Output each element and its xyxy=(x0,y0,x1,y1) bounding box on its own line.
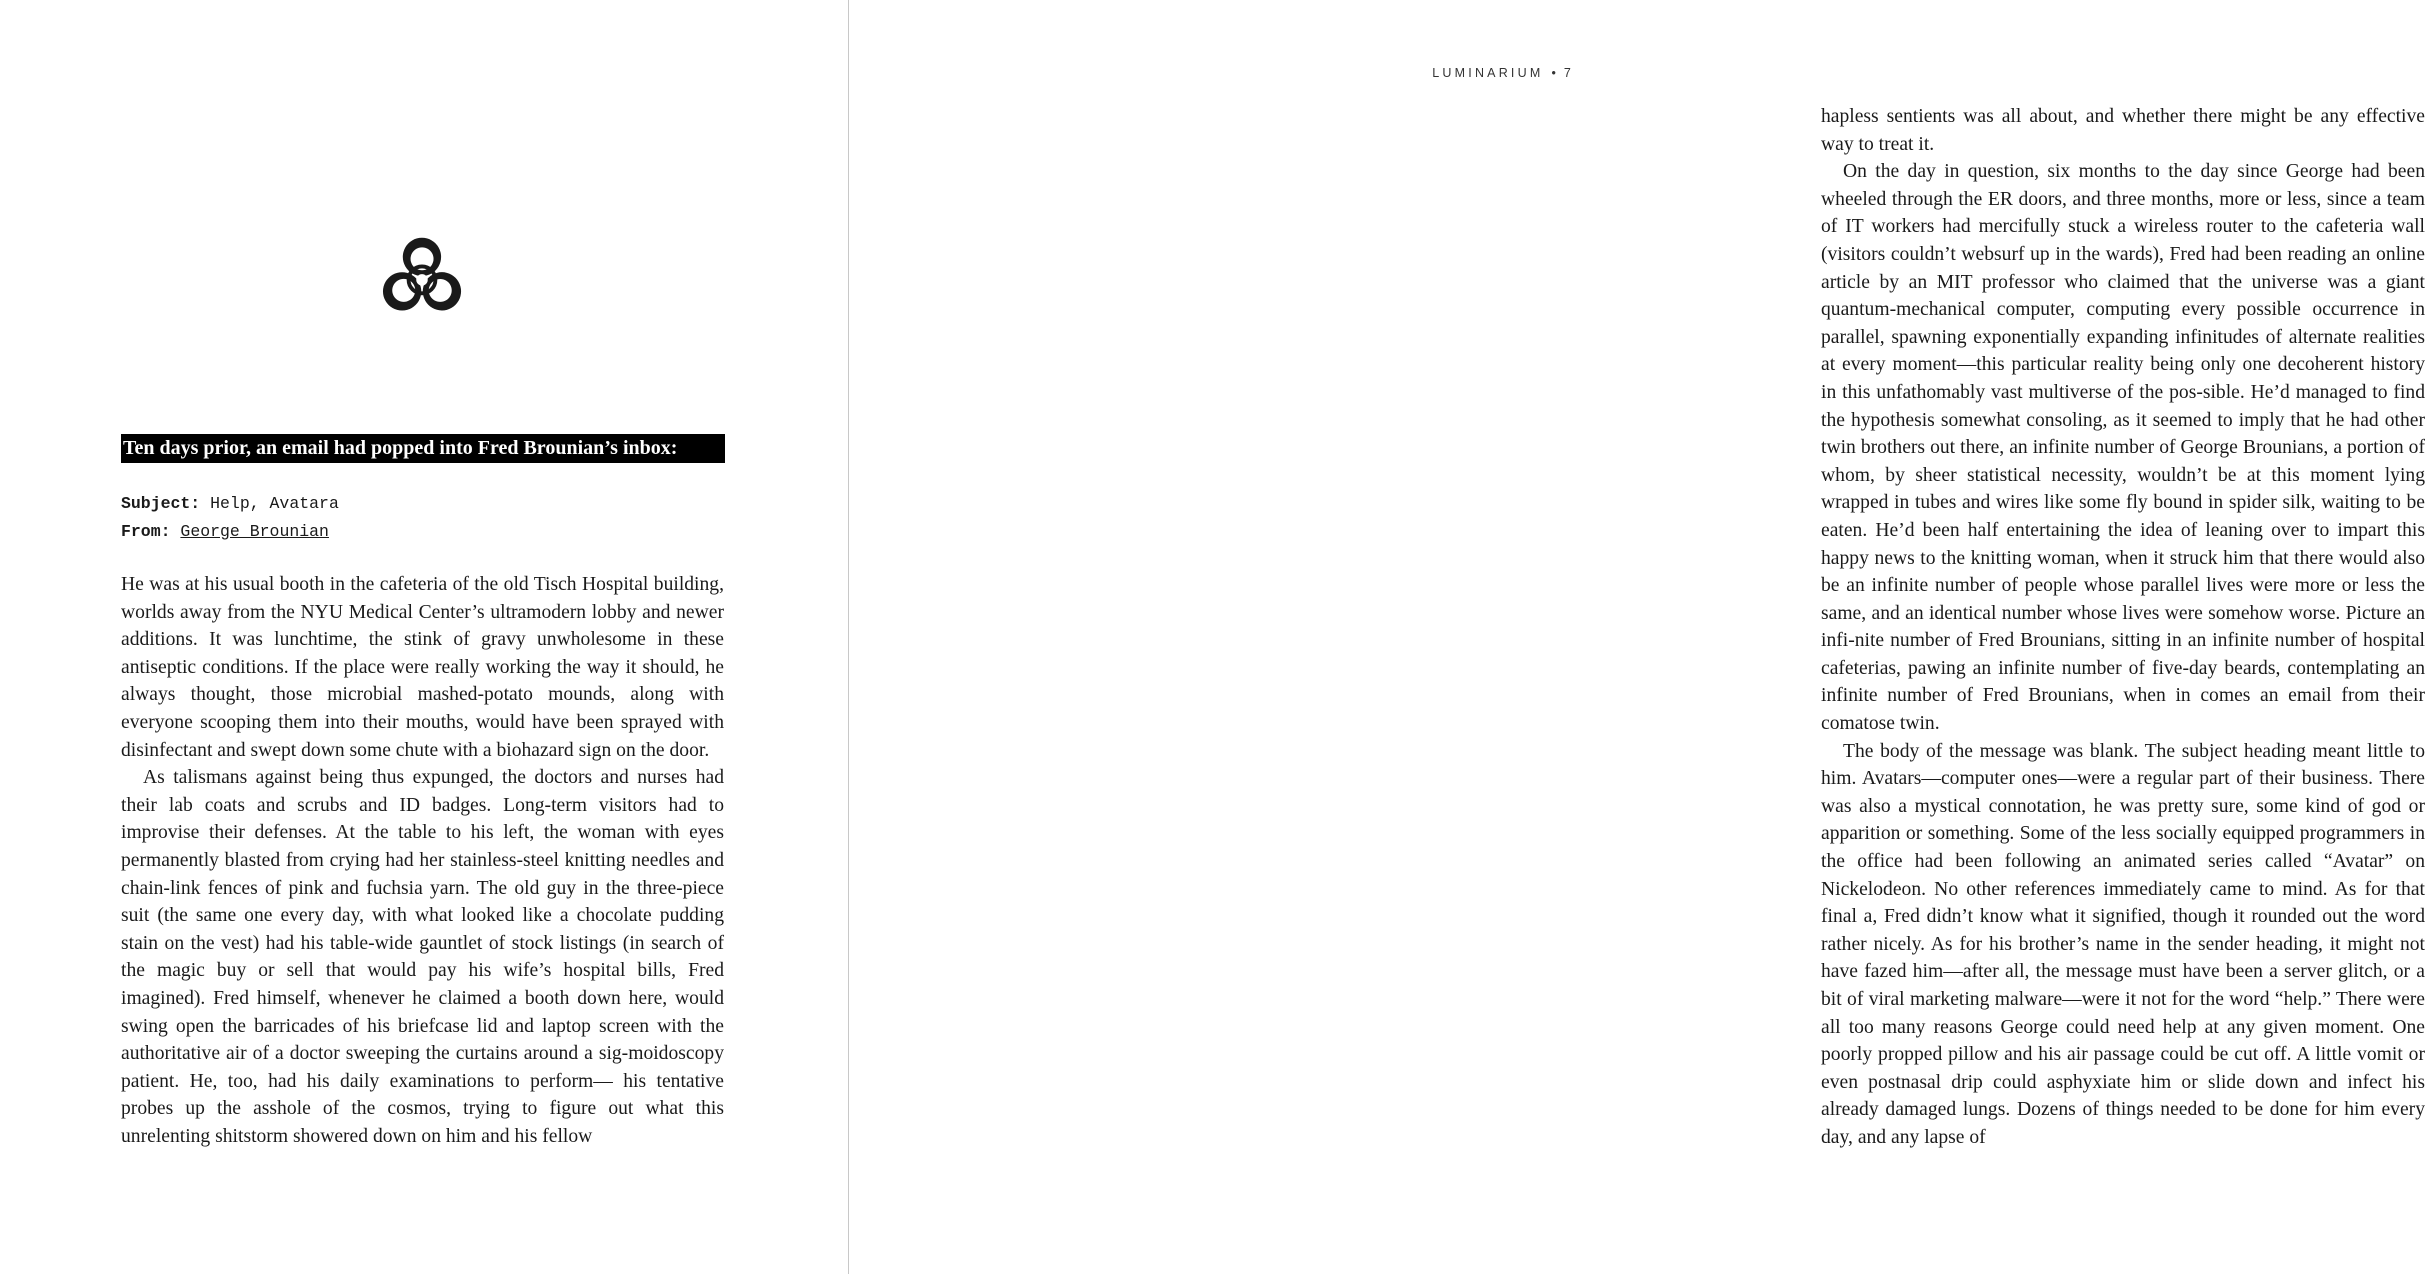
body-paragraph: He was at his usual booth in the cafeteria of the old Tisch Hospital building, worlds away from the NYU Medical Center’s ultramodern lobby and newer additions. It was lunchtime, the stink of gravy unwholesome in these antiseptic conditions. If the place were really working the way it should, he always thought, those microbial mashed-potato mounds, along with everyone scooping them into their mouths, would have been sprayed with disinfectant and swept down some chute with a biohazard sign on the door. xyxy=(121,574,724,761)
right-page xyxy=(850,0,2425,1274)
subject-label: Subject: xyxy=(121,494,201,513)
running-head-separator: • xyxy=(1551,66,1556,80)
from-label: From: xyxy=(121,521,171,541)
body-paragraph: hapless sentients was all about, and whether there might be any effective way to treat it. xyxy=(1821,106,2425,155)
body-paragraph: On the day in question, six months to the day since George had been wheeled through the ER doors, and three months, more or less, since a team of IT workers had mercifully stuck a wireless router to the cafeteria wall (visitors couldn’t websurf up in the wards), Fred had been reading an online article by an MIT professor who claimed that the universe was a giant quantum-mechanical computer, computing every possible occurrence in parallel, spawning exponentially expanding infinitudes of alternate realities at every moment—this particular reality being only one decoherent history in this unfathomably vast multiverse of the pos-sible. He’d managed to find the hypothesis somewhat consoling, as it seemed to imply that he had other twin brothers out there, an infinite number of George Brounians, a portion of whom, by sheer statistical necessity, wouldn’t be at this moment lying wrapped in tubes and wires like some fly bound in spider silk, waiting to be eaten. He’d been half entertaining the idea of leaning over to impart this happy news to the knitting woman, when it struck him that there would also be an infinite number of people whose parallel lives were more or less the same, and an identical number whose lives were somehow worse. Picture an infi-nite number of Fred Brounians, sitting in an infinite number of hospital cafeterias, pawing an infinite number of five-day beards, contemplating an infinite number of Fred Brounians, when in comes an email from their comatose twin. xyxy=(1821,161,2425,735)
page-number: 7 xyxy=(1563,66,1574,80)
email-header xyxy=(121,490,721,545)
page-gutter xyxy=(848,0,849,1274)
running-head-title: LUMINARIUM xyxy=(1432,66,1544,80)
body-paragraph: The body of the message was blank. The subject heading meant little to him. Avatars—computer ones—were a regular part of their business. There was also a mystical connotation, he was pretty sure, some kind of god or apparition or something. Some of the less socially equipped programmers in the office had been following an animated series called “Avatar” on Nickelodeon. No other references immediately came to mind. As for that final a, Fred didn’t know what it signified, though it rounded out the word rather nicely. As for his brother’s name in the sender heading, it might not have fazed him—after all, the message must have been a server glitch, or a bit of viral marketing malware—were it not for the word “help.” There were all too many reasons George could need help at any given moment. One poorly propped pillow and his air passage could be cut off. A little vomit or even postnasal drip could asphyxiate him or slide down and infect his already damaged lungs. Dozens of things needed to be done for him every day, and any lapse of xyxy=(1821,740,2425,1148)
from-value: George Brounian xyxy=(180,521,329,541)
email-from-line xyxy=(121,518,721,546)
email-subject-line xyxy=(121,490,721,518)
left-body-text xyxy=(121,571,724,1150)
subject-value: Help, Avatara xyxy=(210,494,339,513)
biohazard-icon xyxy=(374,232,470,322)
body-paragraph: As talismans against being thus expunged, the doctors and nurses had their lab coats and scrubs and ID badges. Long-term visitors had to improvise their defenses. At the table to his left, the woman with eyes permanently blasted from crying had her stainless-steel knitting needles and chain-link fences of pink and fuchsia yarn. The old guy in the three-piece suit (the same one every day, with what looked like a chocolate pudding stain on the vest) had his table-wide gauntlet of stock listings (in search of the magic buy or sell that would pay his wife’s hospital bills, Fred imagined). Fred himself, whenever he claimed a booth down here, would swing open the barricades of his briefcase lid and laptop screen with the authoritative air of a doctor sweeping the curtains around a sig-moidoscopy patient. He, too, had his daily examinations to perform— his tentative probes up the asshole of the cosmos, trying to figure out what this unrelenting shitstorm showered down on him and his fellow xyxy=(121,767,724,1147)
running-head xyxy=(1432,66,1574,80)
left-page xyxy=(0,0,848,1274)
right-body-text xyxy=(1821,103,2425,1152)
email-banner: Ten days prior, an email had popped into Fred Brounian’s inbox: xyxy=(121,434,725,463)
